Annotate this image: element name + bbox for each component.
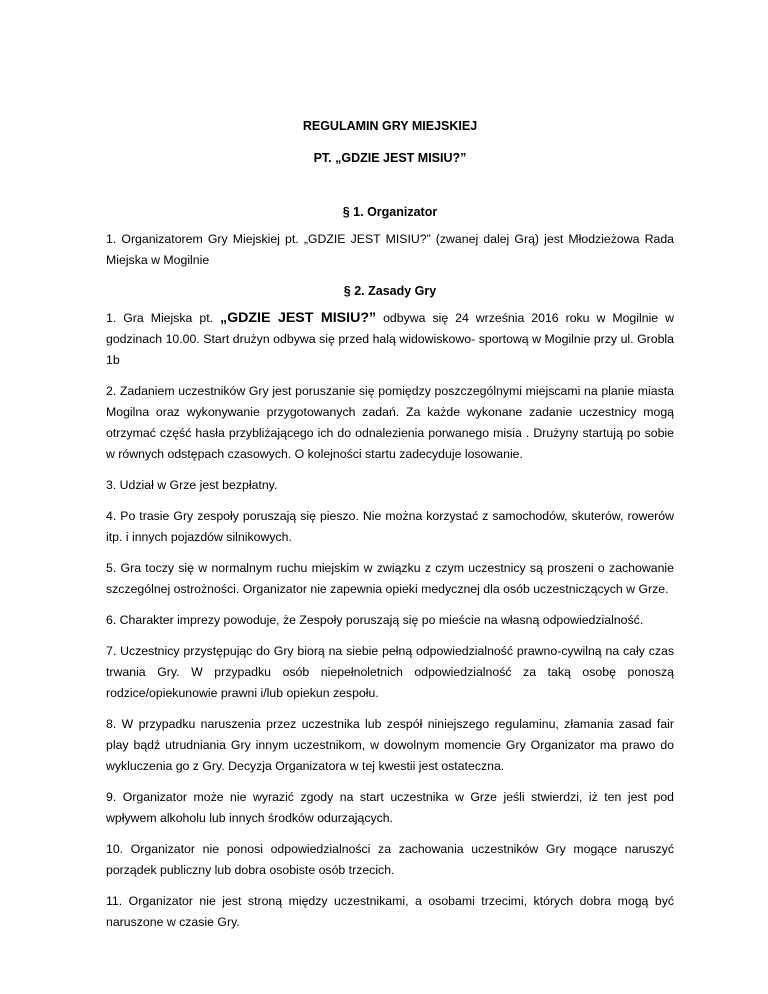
game-name-bold: „GDZIE JEST MISIU?” bbox=[220, 310, 377, 326]
section-2-paragraph-8: 8. W przypadku naruszenia przez uczestnika lub zespół niniejszego regulaminu, złamania zasad fair play bądź utrudniania Gry innym uczestnikom, w dowolnym momencie Gry Organizator ma prawo do wykluczenia go z Gry. Decyzja Organizatora w tej kwestii jest ostateczna. bbox=[106, 717, 674, 773]
document-subtitle: PT. „GDZIE JEST MISIU?” bbox=[313, 151, 467, 165]
document-title: REGULAMIN GRY MIEJSKIEJ bbox=[302, 119, 478, 133]
paragraph-1-text-start: 1. Gra Miejska pt. bbox=[106, 311, 220, 325]
section-2-paragraph-10: 10. Organizator nie ponosi odpowiedzialności za zachowania uczestników Gry mogące naruszyć porządek publiczny lub dobra osobiste osób trzecich. bbox=[106, 842, 674, 877]
section-2-paragraph-11: 11. Organizator nie jest stroną między uczestnikami, a osobami trzecimi, których dobra mogą być naruszone w czasie Gry. bbox=[106, 894, 674, 929]
section-2-paragraph-7: 7. Uczestnicy przystępując do Gry biorą na siebie pełną odpowiedzialność prawno-cywilną na cały czas trwania Gry. W przypadku osób niepełnoletnich odpowiedzialność za taką osobę ponoszą rodzice/opiekunowie prawni i/lub opiekun zespołu. bbox=[106, 644, 674, 700]
section-2-paragraph-2: 2. Zadaniem uczestników Gry jest poruszanie się pomiędzy poszczególnymi miejscami na planie miasta Mogilna oraz wykonywanie przygotowanych zadań. Za każde wykonane zadanie uczestnicy mogą otrzymać część hasła przybliżającego ich do odnalezienia porwanego misia . Drużyny startują po sobie w równych odstępach czasowych. O kolejności startu zadecyduje losowanie. bbox=[106, 384, 674, 461]
section-2-heading: § 2. Zasady Gry bbox=[343, 284, 437, 298]
section-1-heading: § 1. Organizator bbox=[342, 205, 438, 219]
section-2-paragraph-4: 4. Po trasie Gry zespoły poruszają się pieszo. Nie można korzystać z samochodów, skuterów, rowerów itp. i innych pojazdów silnikowych. bbox=[106, 509, 674, 544]
section-2-paragraph-1 bbox=[106, 308, 674, 371]
section-2-paragraph-9: 9. Organizator może nie wyrazić zgody na start uczestnika w Grze jeśli stwierdzi, iż ten jest pod wpływem alkoholu lub innych środków odurzających. bbox=[106, 790, 674, 825]
section-1-paragraph-1: 1. Organizatorem Gry Miejskiej pt. „GDZIE JEST MISIU?” (zwanej dalej Grą) jest Młodzieżowa Rada Miejska w Mogilnie bbox=[106, 232, 674, 267]
section-2-paragraph-5: 5. Gra toczy się w normalnym ruchu miejskim w związku z czym uczestnicy są proszeni o zachowanie szczególnej ostrożności. Organizator nie zapewnia opieki medycznej dla osób uczestniczących w Grze. bbox=[106, 561, 674, 596]
section-2-paragraph-6: 6. Charakter imprezy powoduje, że Zespoły poruszają się po mieście na własną odpowiedzialność. bbox=[106, 613, 644, 627]
section-2-paragraph-3: 3. Udział w Grze jest bezpłatny. bbox=[106, 478, 278, 492]
paragraph-1-text-end: odbywa się 24 września 2016 roku w Mogilnie w godzinach 10.00. Start drużyn odbywa się przed halą widowiskowo- sportową w Mogilnie przy ul. Grobla 1b bbox=[106, 311, 674, 367]
